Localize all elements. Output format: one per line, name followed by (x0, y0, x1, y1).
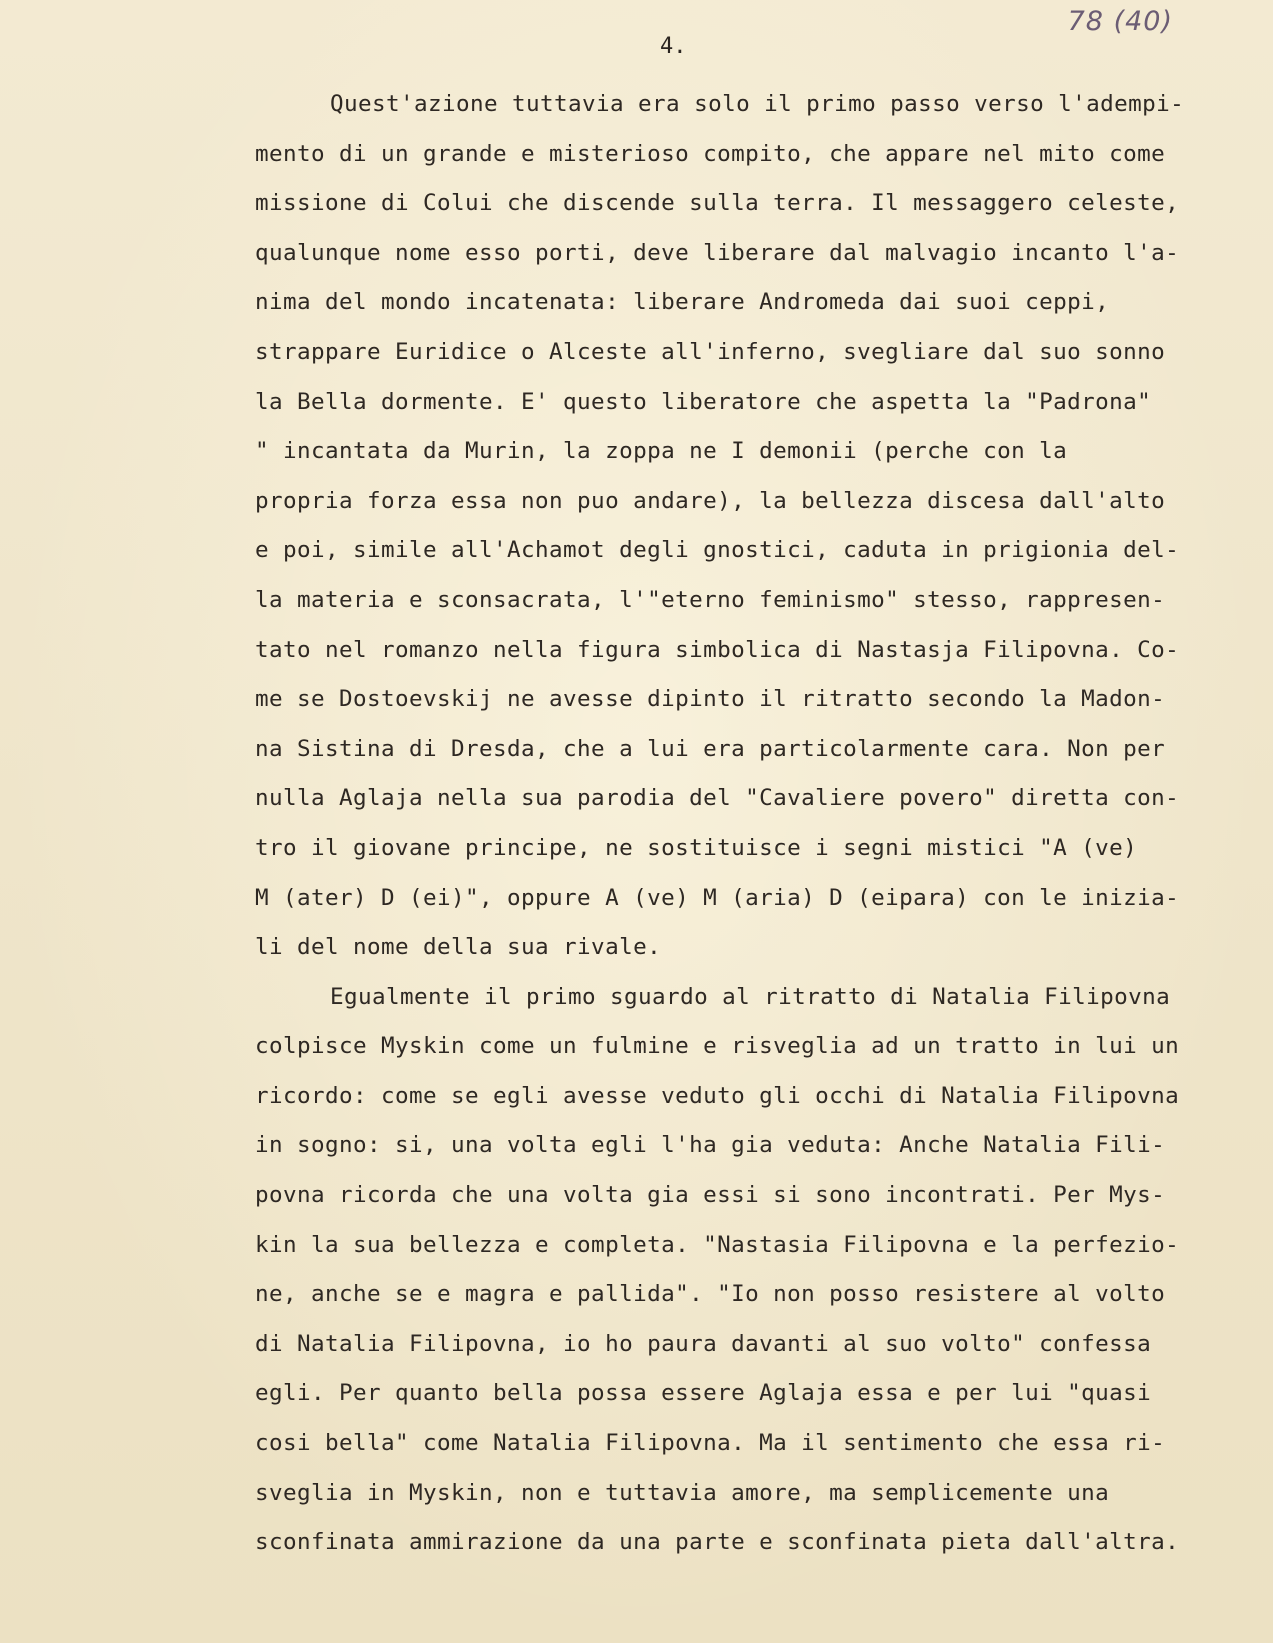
text-line: nulla Aglaja nella sua parodia del "Cavaliere povero" diretta con- (255, 785, 1180, 812)
text-line: sveglia in Myskin, non e tuttavia amore, ma semplicemente una (255, 1479, 1110, 1506)
paragraph-1 (255, 80, 1245, 973)
text-line: mento di un grande e misterioso compito, che appare nel mito come (255, 140, 1166, 167)
text-line: " incantata da Murin, la zoppa ne I demonii (perche con la (255, 438, 1068, 465)
archive-number: 78 (40) (1067, 6, 1173, 37)
text-line: na Sistina di Dresda, che a lui era particolarmente cara. Non per (255, 735, 1166, 762)
text-line: li del nome della sua rivale. (255, 934, 662, 961)
text-line: M (ater) D (ei)", oppure A (ve) M (aria) D (eipara) con le inizia- (255, 884, 1180, 911)
text-line: tato nel romanzo nella figura simbolica di Nastasja Filipovna. Co- (255, 636, 1180, 663)
body-text (255, 80, 1245, 1568)
text-line: e poi, simile all'Achamot degli gnostici, caduta in prigionia del- (255, 537, 1180, 564)
text-line: povna ricorda che una volta gia essi si sono incontrati. Per Mys- (255, 1182, 1166, 1209)
page-number: 4. (660, 34, 687, 59)
text-line: kin la sua bellezza e completa. "Nastasia Filipovna e la perfezio- (255, 1231, 1180, 1258)
text-line: missione di Colui che discende sulla terra. Il messaggero celeste, (255, 190, 1180, 217)
text-line: cosi bella" come Natalia Filipovna. Ma il sentimento che essa ri- (255, 1430, 1166, 1457)
text-line: colpisce Myskin come un fulmine e risveglia ad un tratto in lui un (255, 1033, 1180, 1060)
text-line: la materia e sconsacrata, l'"eterno feminismo" stesso, rappresen- (255, 586, 1166, 613)
text-line: tro il giovane principe, ne sostituisce i segni mistici "A (ve) (255, 834, 1138, 861)
text-line: ricordo: come se egli avesse veduto gli occhi di Natalia Filipovna (255, 1082, 1180, 1109)
text-line: in sogno: si, una volta egli l'ha gia veduta: Anche Natalia Fili- (255, 1132, 1166, 1159)
text-line: me se Dostoevskij ne avesse dipinto il ritratto secondo la Madon- (255, 686, 1166, 713)
text-line: ne, anche se e magra e pallida". "Io non posso resistere al volto (255, 1281, 1166, 1308)
text-line: propria forza essa non puo andare), la bellezza discesa dall'alto (255, 487, 1166, 514)
text-line: egli. Per quanto bella possa essere Aglaja essa e per lui "quasi (255, 1380, 1152, 1407)
text-line: Egualmente il primo sguardo al ritratto di Natalia Filipovna (330, 983, 1171, 1010)
text-line: di Natalia Filipovna, io ho paura davanti al suo volto" confessa (255, 1330, 1152, 1357)
text-line: Quest'azione tuttavia era solo il primo passo verso l'adempi- (330, 91, 1185, 117)
text-line: nima del mondo incatenata: liberare Andromeda dai suoi ceppi, (255, 289, 1110, 316)
text-line: sconfinata ammirazione da una parte e sconfinata pieta dall'altra. (255, 1529, 1180, 1556)
text-line: strappare Euridice o Alceste all'inferno, svegliare dal suo sonno (255, 338, 1166, 365)
text-line: la Bella dormente. E' questo liberatore che aspetta la "Padrona" (255, 388, 1152, 415)
text-line: qualunque nome esso porti, deve liberare dal malvagio incanto l'a- (255, 239, 1180, 266)
paragraph-2 (255, 973, 1245, 1568)
